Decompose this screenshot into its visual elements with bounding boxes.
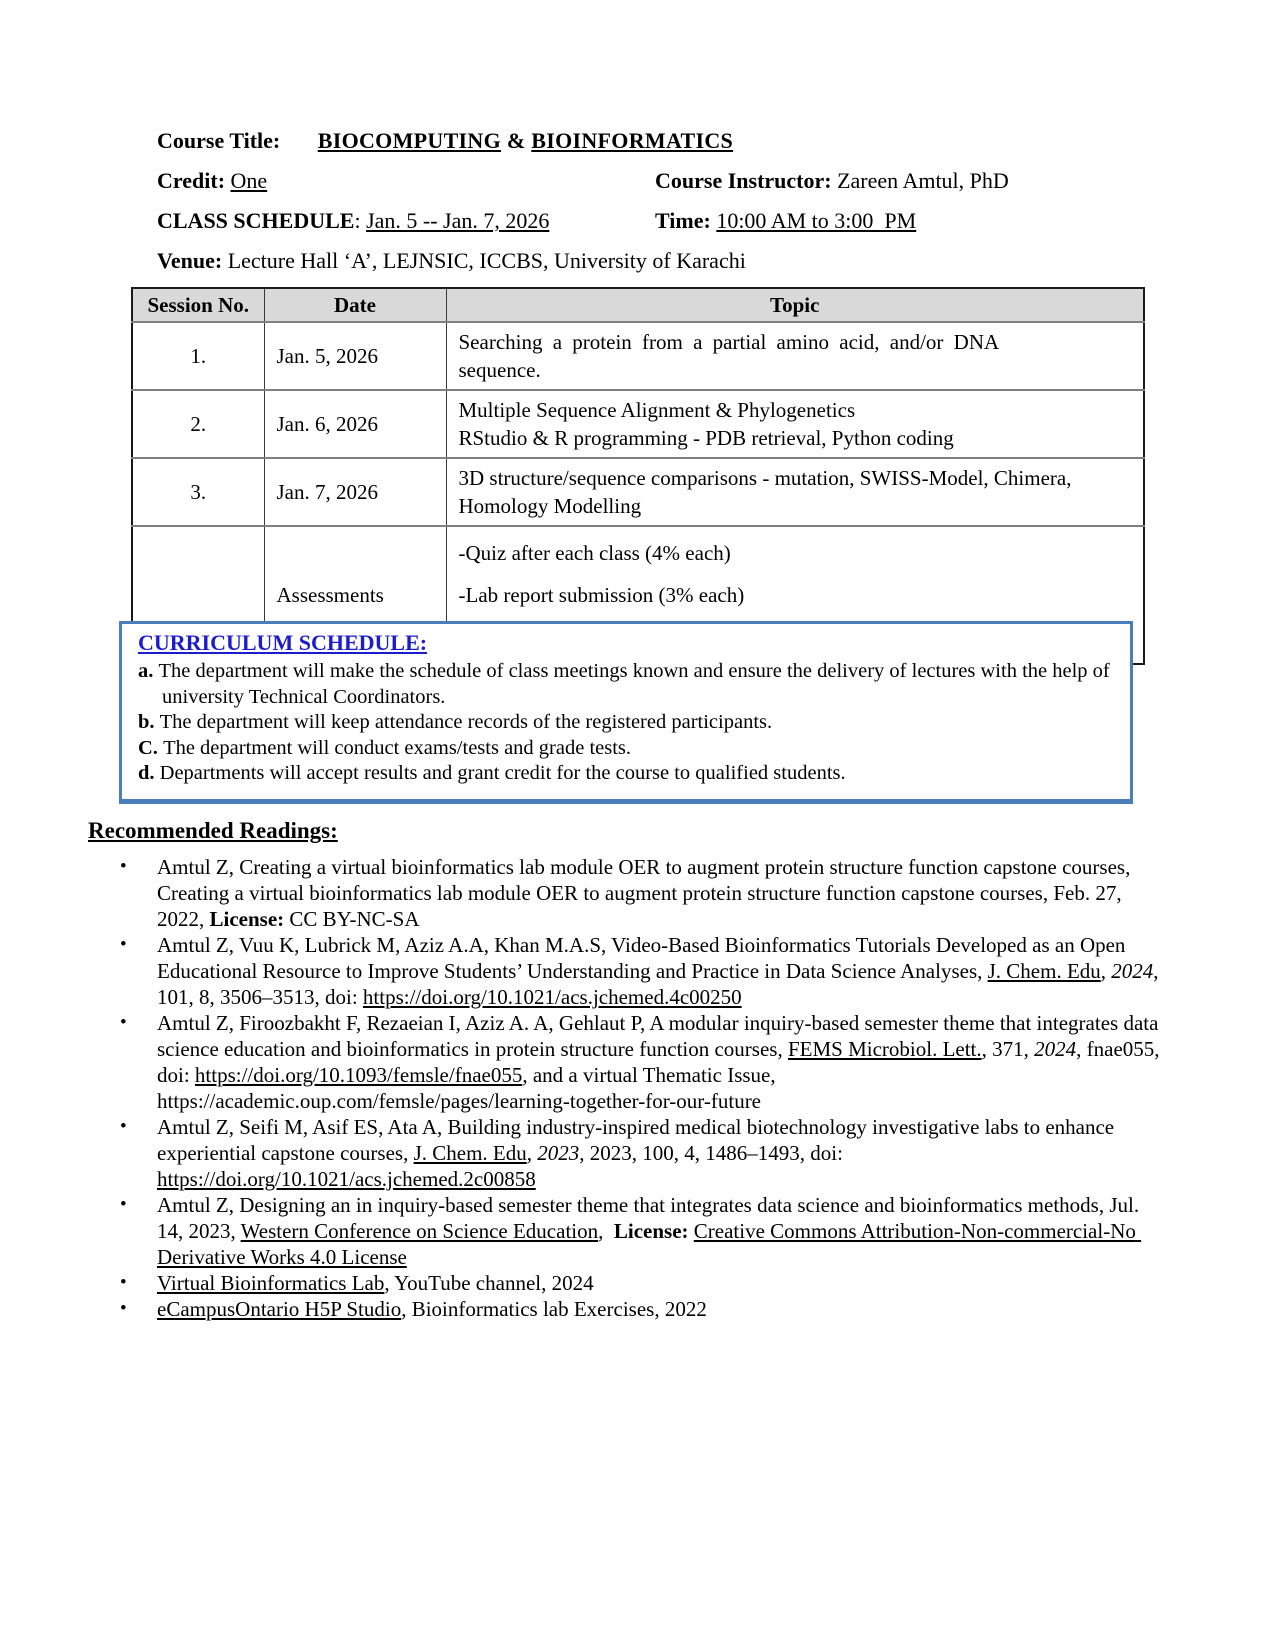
text-segment: License: xyxy=(209,907,285,931)
text-segment: J. Chem. Edu xyxy=(987,959,1101,983)
table-header-cell: Date xyxy=(264,288,446,322)
curriculum-item-label: d. xyxy=(138,762,160,784)
session-schedule-table xyxy=(131,287,1145,665)
text-segment: Amtul Z, Seifi M, Asif ES, Ata A, Building industry-inspired medical biotechnology investigative labs to enhance experiential capstone courses, xyxy=(157,1115,1120,1165)
class-schedule-separator: : xyxy=(354,208,367,233)
curriculum-heading: CURRICULUM SCHEDULE: xyxy=(138,630,428,655)
reading-text xyxy=(157,1010,1163,1114)
date-cell: Jan. 7, 2026 xyxy=(264,458,446,526)
curriculum-item-text: The department will make the schedule of class meetings known and ensure the delivery of lectures with the help of university Technical Coordinators. xyxy=(158,660,1110,708)
table-row xyxy=(132,390,1144,458)
time-label: Time: xyxy=(655,208,717,233)
text-segment: 2024 xyxy=(1111,959,1154,983)
topic-cell xyxy=(446,390,1144,458)
text-segment: , fnae055, doi: xyxy=(157,1037,1165,1087)
bullet-icon: • xyxy=(120,1194,127,1215)
bullet-icon: • xyxy=(120,1272,127,1293)
curriculum-item xyxy=(138,659,1116,710)
text-segment: , xyxy=(1100,959,1112,983)
link[interactable]: https://doi.org/10.1093/femsle/fnae055 xyxy=(194,1063,523,1087)
text-segment: Virtual Bioinformatics Lab xyxy=(157,1271,385,1295)
text-segment: , and a virtual Thematic Issue, https://academic.oup.com/femsle/pages/learning-together-for-our-future xyxy=(157,1063,781,1113)
curriculum-item xyxy=(138,736,1116,762)
venue-row xyxy=(157,246,1147,275)
curriculum-item-label: C. xyxy=(138,736,164,759)
topic-line: Homology Modelling xyxy=(458,494,642,518)
instructor-value: Zareen Amtul, PhD xyxy=(837,168,1009,193)
credit-label: Credit: xyxy=(157,168,231,193)
topic-line: -Lab report submission (3% each) xyxy=(458,583,745,607)
session-cell: 2. xyxy=(132,390,264,458)
topic-line: Searching a protein from a partial amino acid, and/or DNA xyxy=(458,330,1000,354)
text-segment: FEMS Microbiol. Lett. xyxy=(787,1037,982,1061)
date-cell: Jan. 6, 2026 xyxy=(264,390,446,458)
topic-line: sequence. xyxy=(458,358,541,382)
bullet-icon: • xyxy=(120,1116,127,1137)
time-field xyxy=(655,206,1147,235)
class-schedule-field xyxy=(157,206,655,235)
reading-item xyxy=(88,1010,1163,1114)
topic-cell xyxy=(446,458,1144,526)
readings-heading: Recommended Readings: xyxy=(88,818,338,843)
reading-text xyxy=(157,1114,1163,1192)
curriculum-item-text: The department will keep attendance records of the registered participants. xyxy=(159,711,773,733)
text-segment: , xyxy=(598,1219,614,1243)
session-cell: 3. xyxy=(132,458,264,526)
curriculum-item xyxy=(138,761,1116,787)
reading-item xyxy=(88,854,1163,932)
text-segment: 2024 xyxy=(1034,1037,1077,1061)
curriculum-schedule-box xyxy=(119,621,1133,804)
document-header xyxy=(157,126,1147,286)
text-segment: CC BY-NC-SA xyxy=(284,907,420,931)
readings-list xyxy=(88,854,1163,1322)
link[interactable]: https://doi.org/10.1021/acs.jchemed.4c00250 xyxy=(362,985,742,1009)
table-header-cell: Session No. xyxy=(132,288,264,322)
course-title-label: Course Title: xyxy=(157,128,286,153)
text-segment: , 371, xyxy=(981,1037,1035,1061)
class-schedule-label: CLASS SCHEDULE xyxy=(157,208,355,233)
time-value: 10:00 AM to 3:00 PM xyxy=(716,208,917,233)
reading-item xyxy=(88,932,1163,1010)
text-segment: Amtul Z, Firoozbakht F, Rezaeian I, Aziz A. A, Gehlaut P, A modular inquiry-based semester theme that integrates data science education and bioinformatics in protein structure function courses, xyxy=(157,1011,1164,1061)
date-cell: Assessments xyxy=(264,526,446,664)
reading-text xyxy=(157,932,1163,1010)
schedule-time-row xyxy=(157,206,1147,235)
curriculum-item-label: b. xyxy=(138,711,160,733)
reading-text xyxy=(157,854,1163,932)
curriculum-item-label: a. xyxy=(138,660,159,682)
reading-item xyxy=(88,1270,1163,1296)
venue-label: Venue: xyxy=(157,248,228,273)
text-segment: Creative Commons Attribution-Non-commercial-No Derivative Works 4.0 License xyxy=(157,1219,1142,1269)
curriculum-item-text: Departments will accept results and grant credit for the course to qualified students. xyxy=(159,762,846,784)
text-segment: Amtul Z, Vuu K, Lubrick M, Aziz A.A, Khan M.A.S, Video-Based Bioinformatics Tutorials Developed as an Open Educational Resource to Improve Students’ Understanding and Practice in Data Science Analyses, xyxy=(157,933,1131,983)
text-segment: , Bioinformatics lab Exercises, 2022 xyxy=(401,1297,707,1321)
curriculum-items xyxy=(138,659,1116,787)
venue-value: Lecture Hall ‘A’, LEJNSIC, ICCBS, University of Karachi xyxy=(227,248,746,273)
text-segment: 2023 xyxy=(537,1141,580,1165)
curriculum-item-text: The department will conduct exams/tests and grade tests. xyxy=(163,736,632,759)
text-segment: , 2023, 100, 4, 1486–1493, doi: xyxy=(579,1141,849,1165)
topic-cell xyxy=(446,322,1144,390)
bullet-icon: • xyxy=(120,934,127,955)
text-segment: License: xyxy=(613,1219,689,1243)
bullet-icon: • xyxy=(120,1298,127,1319)
text-segment: eCampusOntario H5P Studio xyxy=(157,1297,402,1321)
reading-text xyxy=(157,1270,1163,1296)
instructor-field xyxy=(655,166,1147,195)
credit-value: One xyxy=(230,168,268,193)
text-segment: BIOINFORMATICS xyxy=(531,128,734,153)
course-title-row xyxy=(157,126,1147,155)
text-segment: , YouTube channel, 2024 xyxy=(384,1271,594,1295)
text-segment: & xyxy=(501,128,532,153)
topic-line: 3D structure/sequence comparisons - mutation, SWISS-Model, Chimera, xyxy=(458,466,1072,490)
text-segment: Amtul Z, Creating a virtual bioinformatics lab module OER to augment protein structure function capstone courses, Creating a virtual bioinformatics lab module OER to augment protein structure function capstone courses, Feb. 27, 2022, xyxy=(157,855,1136,931)
text-segment: Amtul Z, Designing an in inquiry-based semester theme that integrates data science and bioinformatics methods, Jul. 14, 2023, xyxy=(157,1193,1145,1243)
text-segment: J. Chem. Edu xyxy=(413,1141,527,1165)
link[interactable]: https://doi.org/10.1021/acs.jchemed.2c00858 xyxy=(157,1167,536,1191)
reading-item xyxy=(88,1296,1163,1322)
reading-text xyxy=(157,1296,1163,1322)
bullet-icon: • xyxy=(120,1012,127,1033)
course-title-value xyxy=(318,128,733,153)
credit-instructor-row xyxy=(157,166,1147,195)
table-header-cell: Topic xyxy=(446,288,1144,322)
table-row xyxy=(132,458,1144,526)
credit-field xyxy=(157,166,655,195)
reading-item xyxy=(88,1192,1163,1270)
instructor-label: Course Instructor: xyxy=(655,168,838,193)
text-segment: BIOCOMPUTING xyxy=(317,128,502,153)
text-segment: Western Conference on Science Education xyxy=(240,1219,599,1243)
class-schedule-value: Jan. 5 -- Jan. 7, 2026 xyxy=(366,208,550,233)
topic-line: -Quiz after each class (4% each) xyxy=(458,541,731,565)
reading-text xyxy=(157,1192,1163,1270)
recommended-readings-section xyxy=(88,816,1163,1322)
curriculum-item xyxy=(138,710,1116,736)
table-row xyxy=(132,322,1144,390)
reading-item xyxy=(88,1114,1163,1192)
session-cell: 1. xyxy=(132,322,264,390)
topic-line: RStudio & R programming - PDB retrieval, Python coding xyxy=(458,426,954,450)
topic-line: Multiple Sequence Alignment & Phylogenetics xyxy=(458,398,856,422)
text-segment: , xyxy=(526,1141,538,1165)
date-cell: Jan. 5, 2026 xyxy=(264,322,446,390)
table-header-row xyxy=(132,288,1144,322)
bullet-icon: • xyxy=(120,856,127,877)
text-segment: , 101, 8, 3506–3513, doi: xyxy=(157,959,1164,1009)
